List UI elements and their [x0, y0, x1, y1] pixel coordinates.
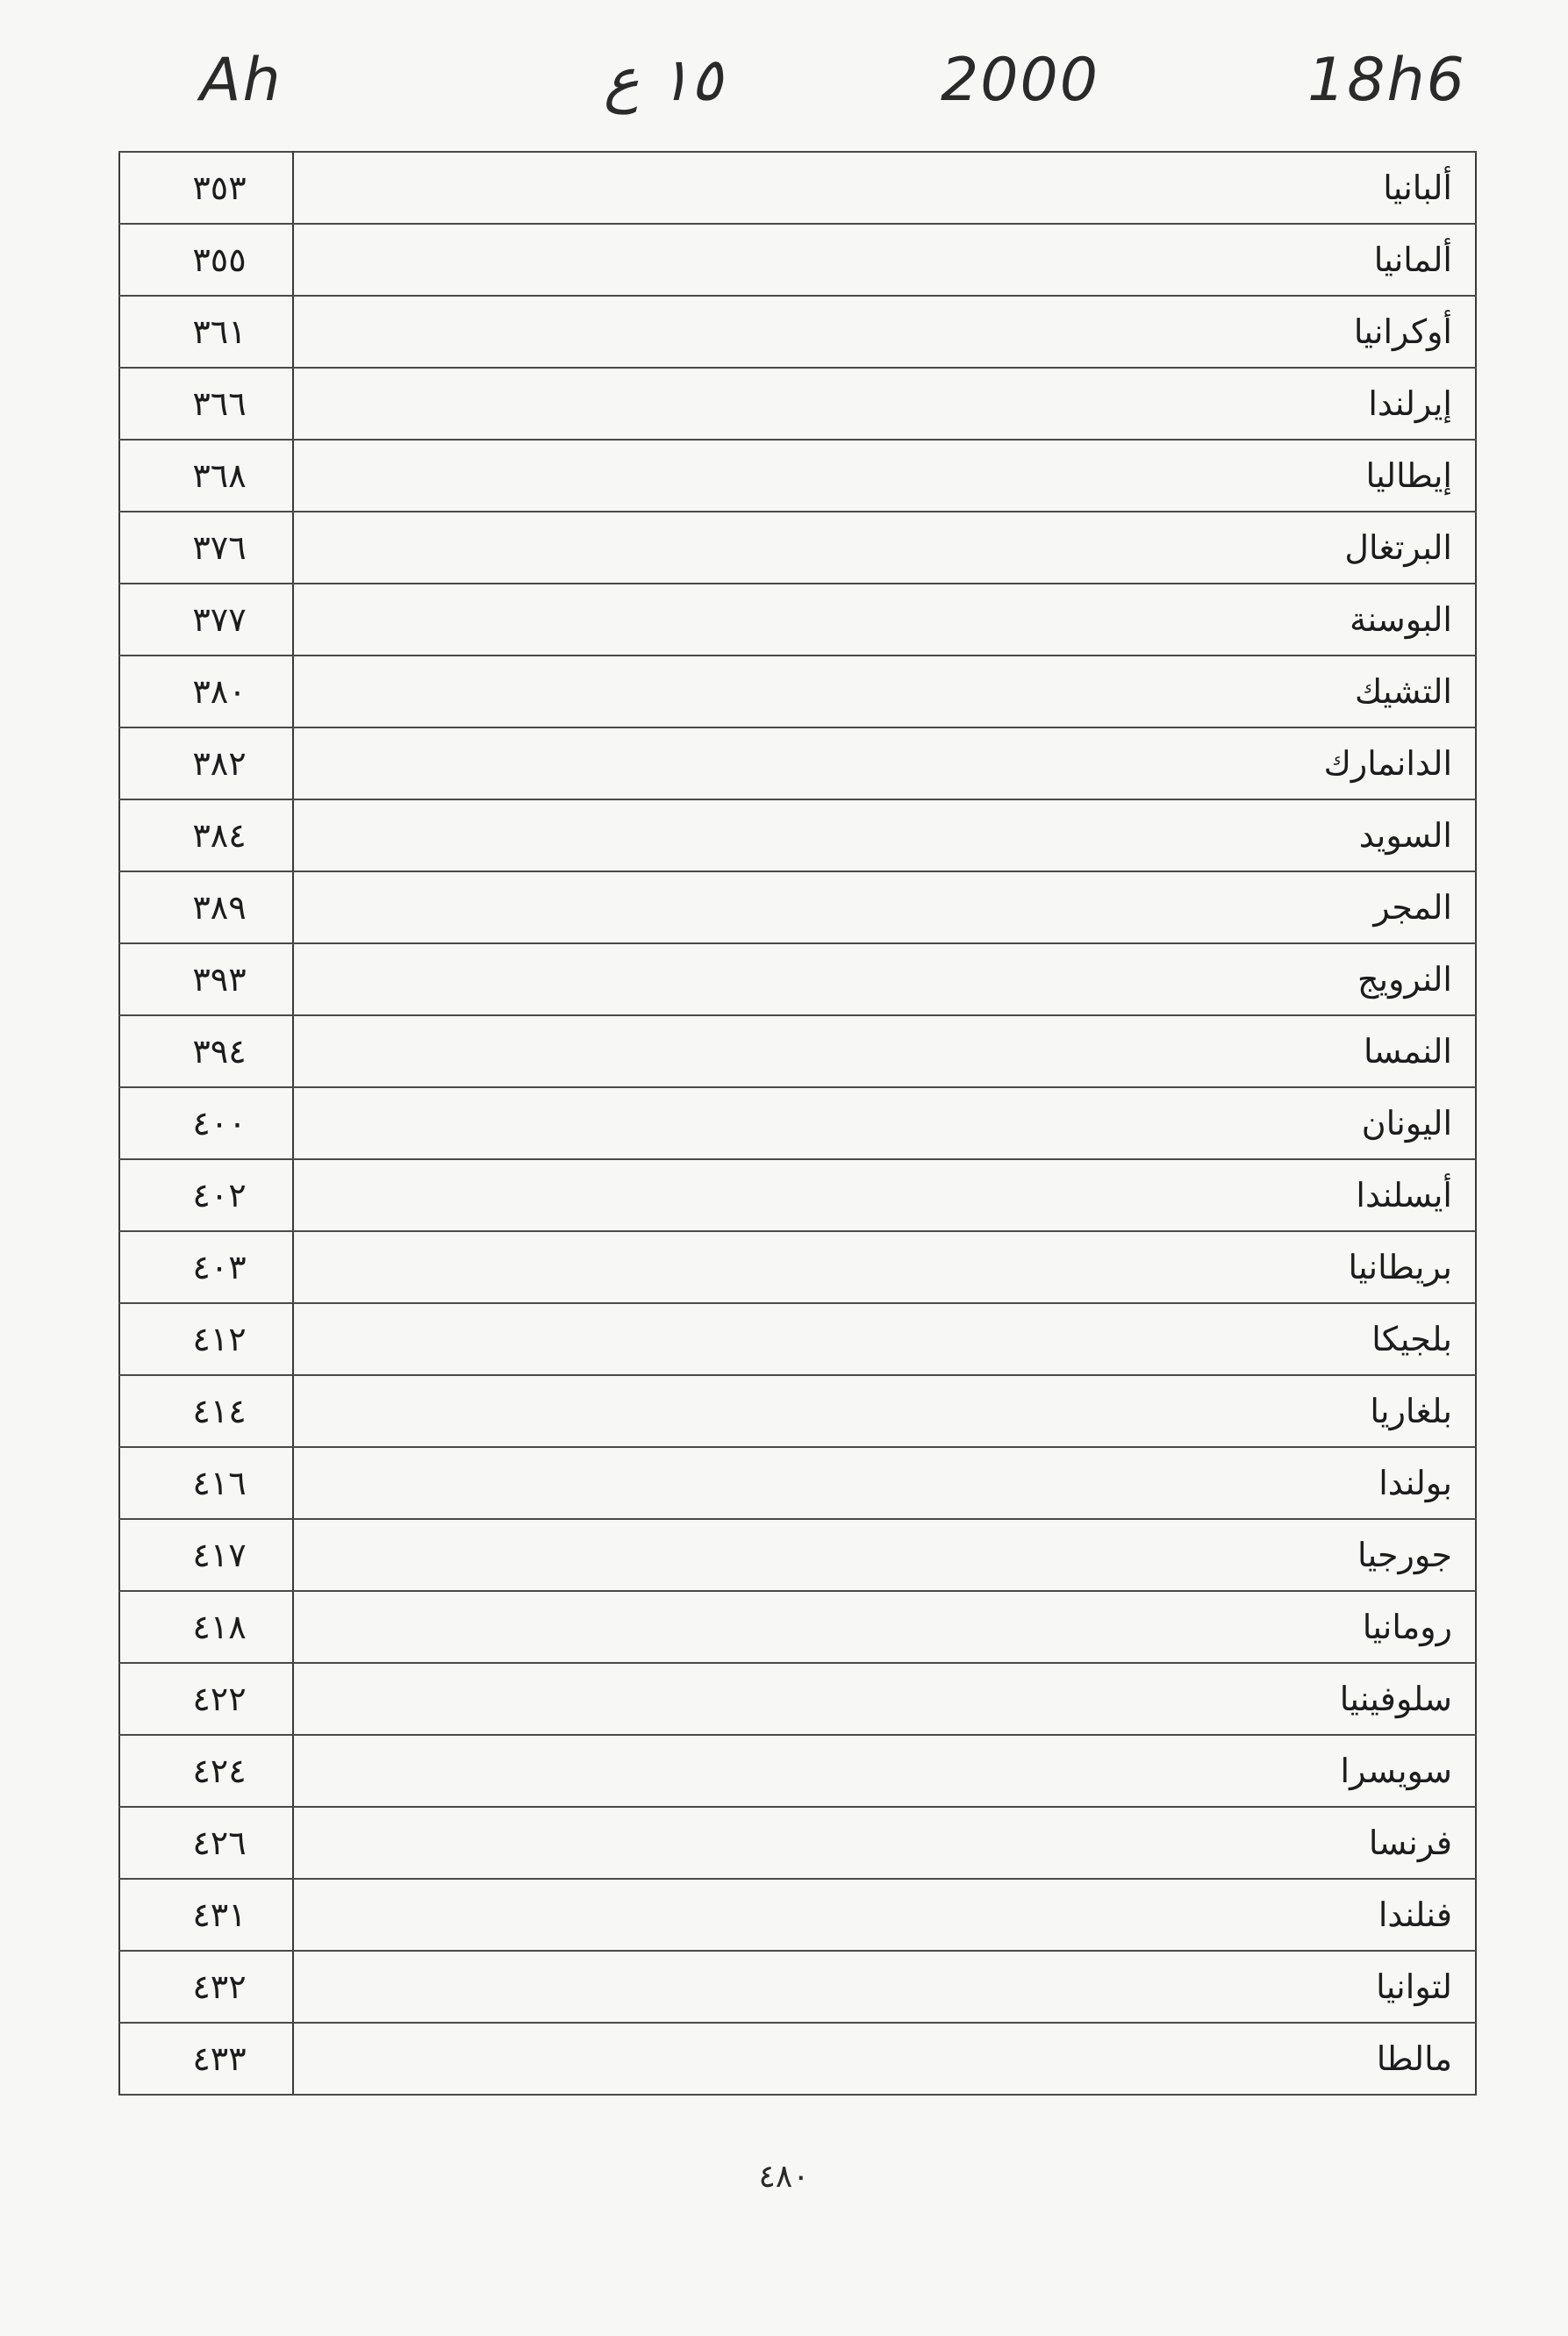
index-row	[119, 1663, 1476, 1735]
index-row	[119, 799, 1476, 871]
country-name: النمسا	[293, 1015, 1476, 1087]
index-row	[119, 296, 1476, 368]
country-name: بولندا	[293, 1447, 1476, 1519]
handwritten-note-1: Ah	[200, 46, 283, 115]
country-name: فنلندا	[293, 1879, 1476, 1951]
index-row	[119, 1519, 1476, 1591]
page-reference: ٤١٤	[119, 1375, 293, 1447]
page-number: ٤٨٠	[758, 2159, 810, 2195]
index-row	[119, 1591, 1476, 1663]
country-name: ألمانيا	[293, 224, 1476, 296]
index-row	[119, 2023, 1476, 2095]
page-reference: ٣٨٠	[119, 656, 293, 727]
page-reference: ٣٥٣	[119, 152, 293, 224]
index-row	[119, 871, 1476, 943]
country-name: اليونان	[293, 1087, 1476, 1159]
page-reference: ٤١٦	[119, 1447, 293, 1519]
index-row	[119, 1735, 1476, 1807]
index-row	[119, 224, 1476, 296]
page-reference: ٤١٧	[119, 1519, 293, 1591]
country-name: الدانمارك	[293, 727, 1476, 799]
index-row	[119, 368, 1476, 440]
country-name: إيطاليا	[293, 440, 1476, 512]
index-row	[119, 943, 1476, 1015]
country-name: البرتغال	[293, 512, 1476, 584]
index-row	[119, 1015, 1476, 1087]
country-name: بلغاريا	[293, 1375, 1476, 1447]
handwritten-note-3: 2000	[941, 46, 1100, 115]
page-reference: ٣٦١	[119, 296, 293, 368]
country-name: ألبانيا	[293, 152, 1476, 224]
page-reference: ٤٣٣	[119, 2023, 293, 2095]
handwritten-note-4: 18h6	[1307, 46, 1466, 115]
index-row	[119, 1231, 1476, 1303]
country-name: مالطا	[293, 2023, 1476, 2095]
country-name: بلجيكا	[293, 1303, 1476, 1375]
handwritten-note-2: ١٥ ع	[604, 46, 723, 115]
country-name: فرنسا	[293, 1807, 1476, 1879]
country-name: سلوفينيا	[293, 1663, 1476, 1735]
country-name: أيسلندا	[293, 1159, 1476, 1231]
page-reference: ٤١٢	[119, 1303, 293, 1375]
index-row	[119, 1879, 1476, 1951]
page-reference: ٤٢٦	[119, 1807, 293, 1879]
index-row	[119, 727, 1476, 799]
country-name: السويد	[293, 799, 1476, 871]
page-reference: ٣٩٣	[119, 943, 293, 1015]
page-reference: ٣٧٧	[119, 584, 293, 656]
page-reference: ٤٢٢	[119, 1663, 293, 1735]
page-reference: ٣٨٢	[119, 727, 293, 799]
page-reference: ٤٣٢	[119, 1951, 293, 2023]
country-name: البوسنة	[293, 584, 1476, 656]
country-name: رومانيا	[293, 1591, 1476, 1663]
index-table-body	[119, 152, 1476, 2095]
page-reference: ٣٨٤	[119, 799, 293, 871]
index-row	[119, 656, 1476, 727]
page-reference: ٣٩٤	[119, 1015, 293, 1087]
page-reference: ٣٦٦	[119, 368, 293, 440]
index-row	[119, 584, 1476, 656]
index-row	[119, 1159, 1476, 1231]
country-name: التشيك	[293, 656, 1476, 727]
country-name: سويسرا	[293, 1735, 1476, 1807]
page-reference: ٤٠٠	[119, 1087, 293, 1159]
index-row	[119, 440, 1476, 512]
index-row	[119, 1807, 1476, 1879]
page-reference: ٤٢٤	[119, 1735, 293, 1807]
country-name: بريطانيا	[293, 1231, 1476, 1303]
page-reference: ٣٥٥	[119, 224, 293, 296]
index-row	[119, 1303, 1476, 1375]
country-name: النرويج	[293, 943, 1476, 1015]
index-row	[119, 1087, 1476, 1159]
country-name: المجر	[293, 871, 1476, 943]
country-name: جورجيا	[293, 1519, 1476, 1591]
country-name: إيرلندا	[293, 368, 1476, 440]
index-row	[119, 512, 1476, 584]
page-reference: ٣٨٩	[119, 871, 293, 943]
index-row	[119, 152, 1476, 224]
page-reference: ٤٠٢	[119, 1159, 293, 1231]
page-reference: ٣٧٦	[119, 512, 293, 584]
country-name: لتوانيا	[293, 1951, 1476, 2023]
index-row	[119, 1951, 1476, 2023]
page-reference: ٤١٨	[119, 1591, 293, 1663]
page-reference: ٣٦٨	[119, 440, 293, 512]
country-index-table	[118, 151, 1477, 2096]
index-row	[119, 1375, 1476, 1447]
index-row	[119, 1447, 1476, 1519]
country-name: أوكرانيا	[293, 296, 1476, 368]
page-reference: ٤٠٣	[119, 1231, 293, 1303]
page-reference: ٤٣١	[119, 1879, 293, 1951]
